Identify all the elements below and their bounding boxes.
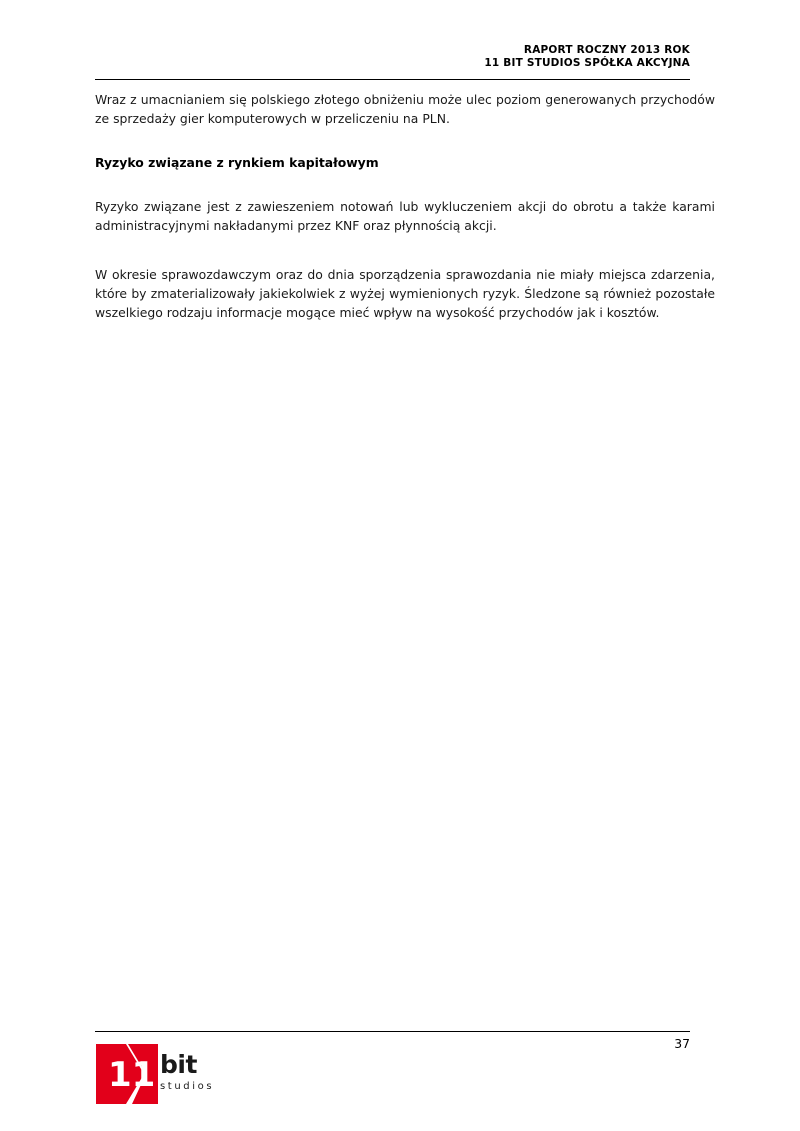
logo-mark-icon <box>96 1044 158 1104</box>
spacer <box>95 128 715 154</box>
logo-word: bit <box>160 1050 197 1079</box>
page-number: 37 <box>674 1036 690 1051</box>
logo-number-text: 11 <box>108 1055 156 1095</box>
paragraph-exchange-rate-risk: Wraz z umacnianiem się polskiego złotego obniżeniu może ulec poziom generowanych przychodów ze sprzedaży gier komputerowych w przeliczeniu na PLN. <box>95 92 715 126</box>
document-body <box>95 90 715 322</box>
company-logo <box>96 1044 231 1106</box>
logo-subtitle: studios <box>160 1081 215 1092</box>
section-heading-capital-market-risk: Ryzyko związane z rynkiem kapitałowym <box>95 155 379 170</box>
footer-divider <box>95 1031 690 1032</box>
logo-wordmark <box>160 1052 232 1102</box>
header-title-line-1: RAPORT ROCZNY 2013 ROK <box>523 44 690 56</box>
paragraph-capital-market-risk: Ryzyko związane jest z zawieszeniem notowań lub wykluczeniem akcji do obrotu a także karami administracyjnymi nakładanymi przez KNF oraz płynnością akcji. <box>95 199 715 233</box>
spacer <box>95 171 715 197</box>
header-divider <box>95 79 690 80</box>
paragraph-reporting-period-summary: W okresie sprawozdawczym oraz do dnia sporządzenia sprawozdania nie miały miejsca zdarzenia, które by zmaterializowały jakiekolwiek z wyżej wymienionych ryzyk. Śledzone są również pozostałe wszelkiego rodzaju informacje mogące mieć wpływ na wysokość przychodów jak i kosztów. <box>95 267 715 320</box>
spacer <box>95 235 715 265</box>
header-title-line-2: 11 BIT STUDIOS SPÓŁKA AKCYJNA <box>484 57 690 69</box>
page-header <box>95 44 690 70</box>
